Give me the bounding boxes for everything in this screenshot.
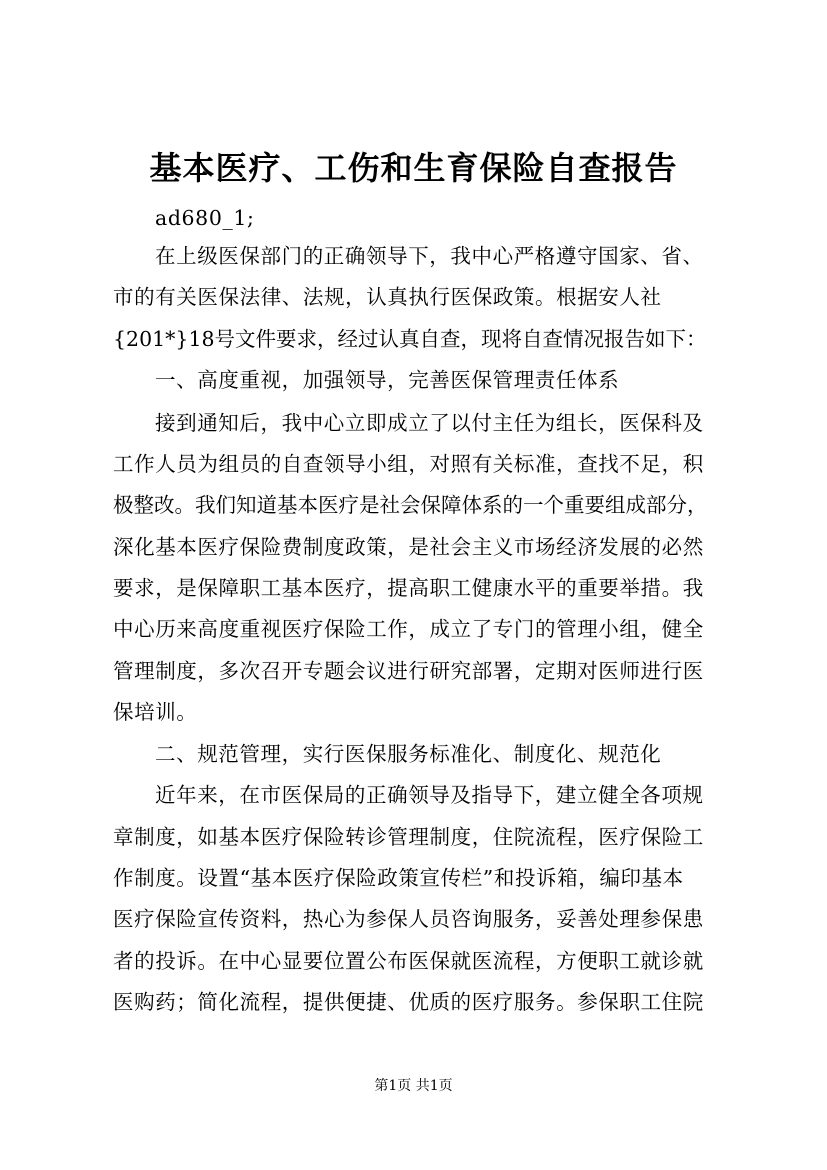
- paragraph-line: 章制度，如基本医疗保险转诊管理制度，住院流程，医疗保险工: [113, 825, 704, 849]
- paragraph-line: 中心历来高度重视医疗保险工作，成立了专门的管理小组，健全: [113, 617, 704, 641]
- paragraph-line: ad680_1;: [155, 206, 255, 230]
- paragraph-line: 接到通知后，我中心立即成立了以付主任为组长，医保科及: [155, 411, 704, 435]
- page-number-footer: 第1页 共1页: [374, 1078, 453, 1094]
- paragraph-line: 近年来，在市医保局的正确领导及指导下，建立健全各项规: [155, 783, 704, 807]
- section-heading: 二、规范管理，实行医保服务标准化、制度化、规范化: [155, 742, 662, 766]
- paragraph-line: 管理制度，多次召开专题会议进行研究部署，定期对医师进行医: [113, 659, 704, 683]
- paragraph-line: {201*}18号文件要求，经过认真自查，现将自查情况报告如下：: [113, 327, 707, 351]
- paragraph-line: 保培训。: [113, 700, 198, 724]
- paragraph-line: 在上级医保部门的正确领导下，我中心严格遵守国家、省、: [155, 244, 704, 268]
- paragraph-line: 作制度。设置“基本医疗保险政策宣传栏”和投诉箱，编印基本: [113, 866, 684, 890]
- paragraph-line: 要求，是保障职工基本医疗，提高职工健康水平的重要举措。我: [113, 576, 704, 600]
- paragraph-line: 深化基本医疗保险费制度政策，是社会主义市场经济发展的必然: [113, 535, 704, 559]
- paragraph-line: 者的投诉。在中心显要位置公布医保就医流程，方便职工就诊就: [113, 949, 704, 973]
- section-heading: 一、高度重视，加强领导，完善医保管理责任体系: [155, 368, 620, 392]
- document-title: 基本医疗、工伤和生育保险自查报告: [149, 149, 678, 187]
- paragraph-line: 极整改。我们知道基本医疗是社会保障体系的一个重要组成部分，: [113, 493, 708, 517]
- paragraph-line: 医购药；简化流程，提供便捷、优质的医疗服务。参保职工住院: [113, 990, 704, 1014]
- paragraph-line: 医疗保险宣传资料，热心为参保人员咨询服务，妥善处理参保患: [113, 907, 704, 931]
- paragraph-line: 市的有关医保法律、法规，认真执行医保政策。根据安人社: [113, 285, 662, 309]
- paragraph-line: 工作人员为组员的自查领导小组，对照有关标准，查找不足，积: [113, 452, 704, 476]
